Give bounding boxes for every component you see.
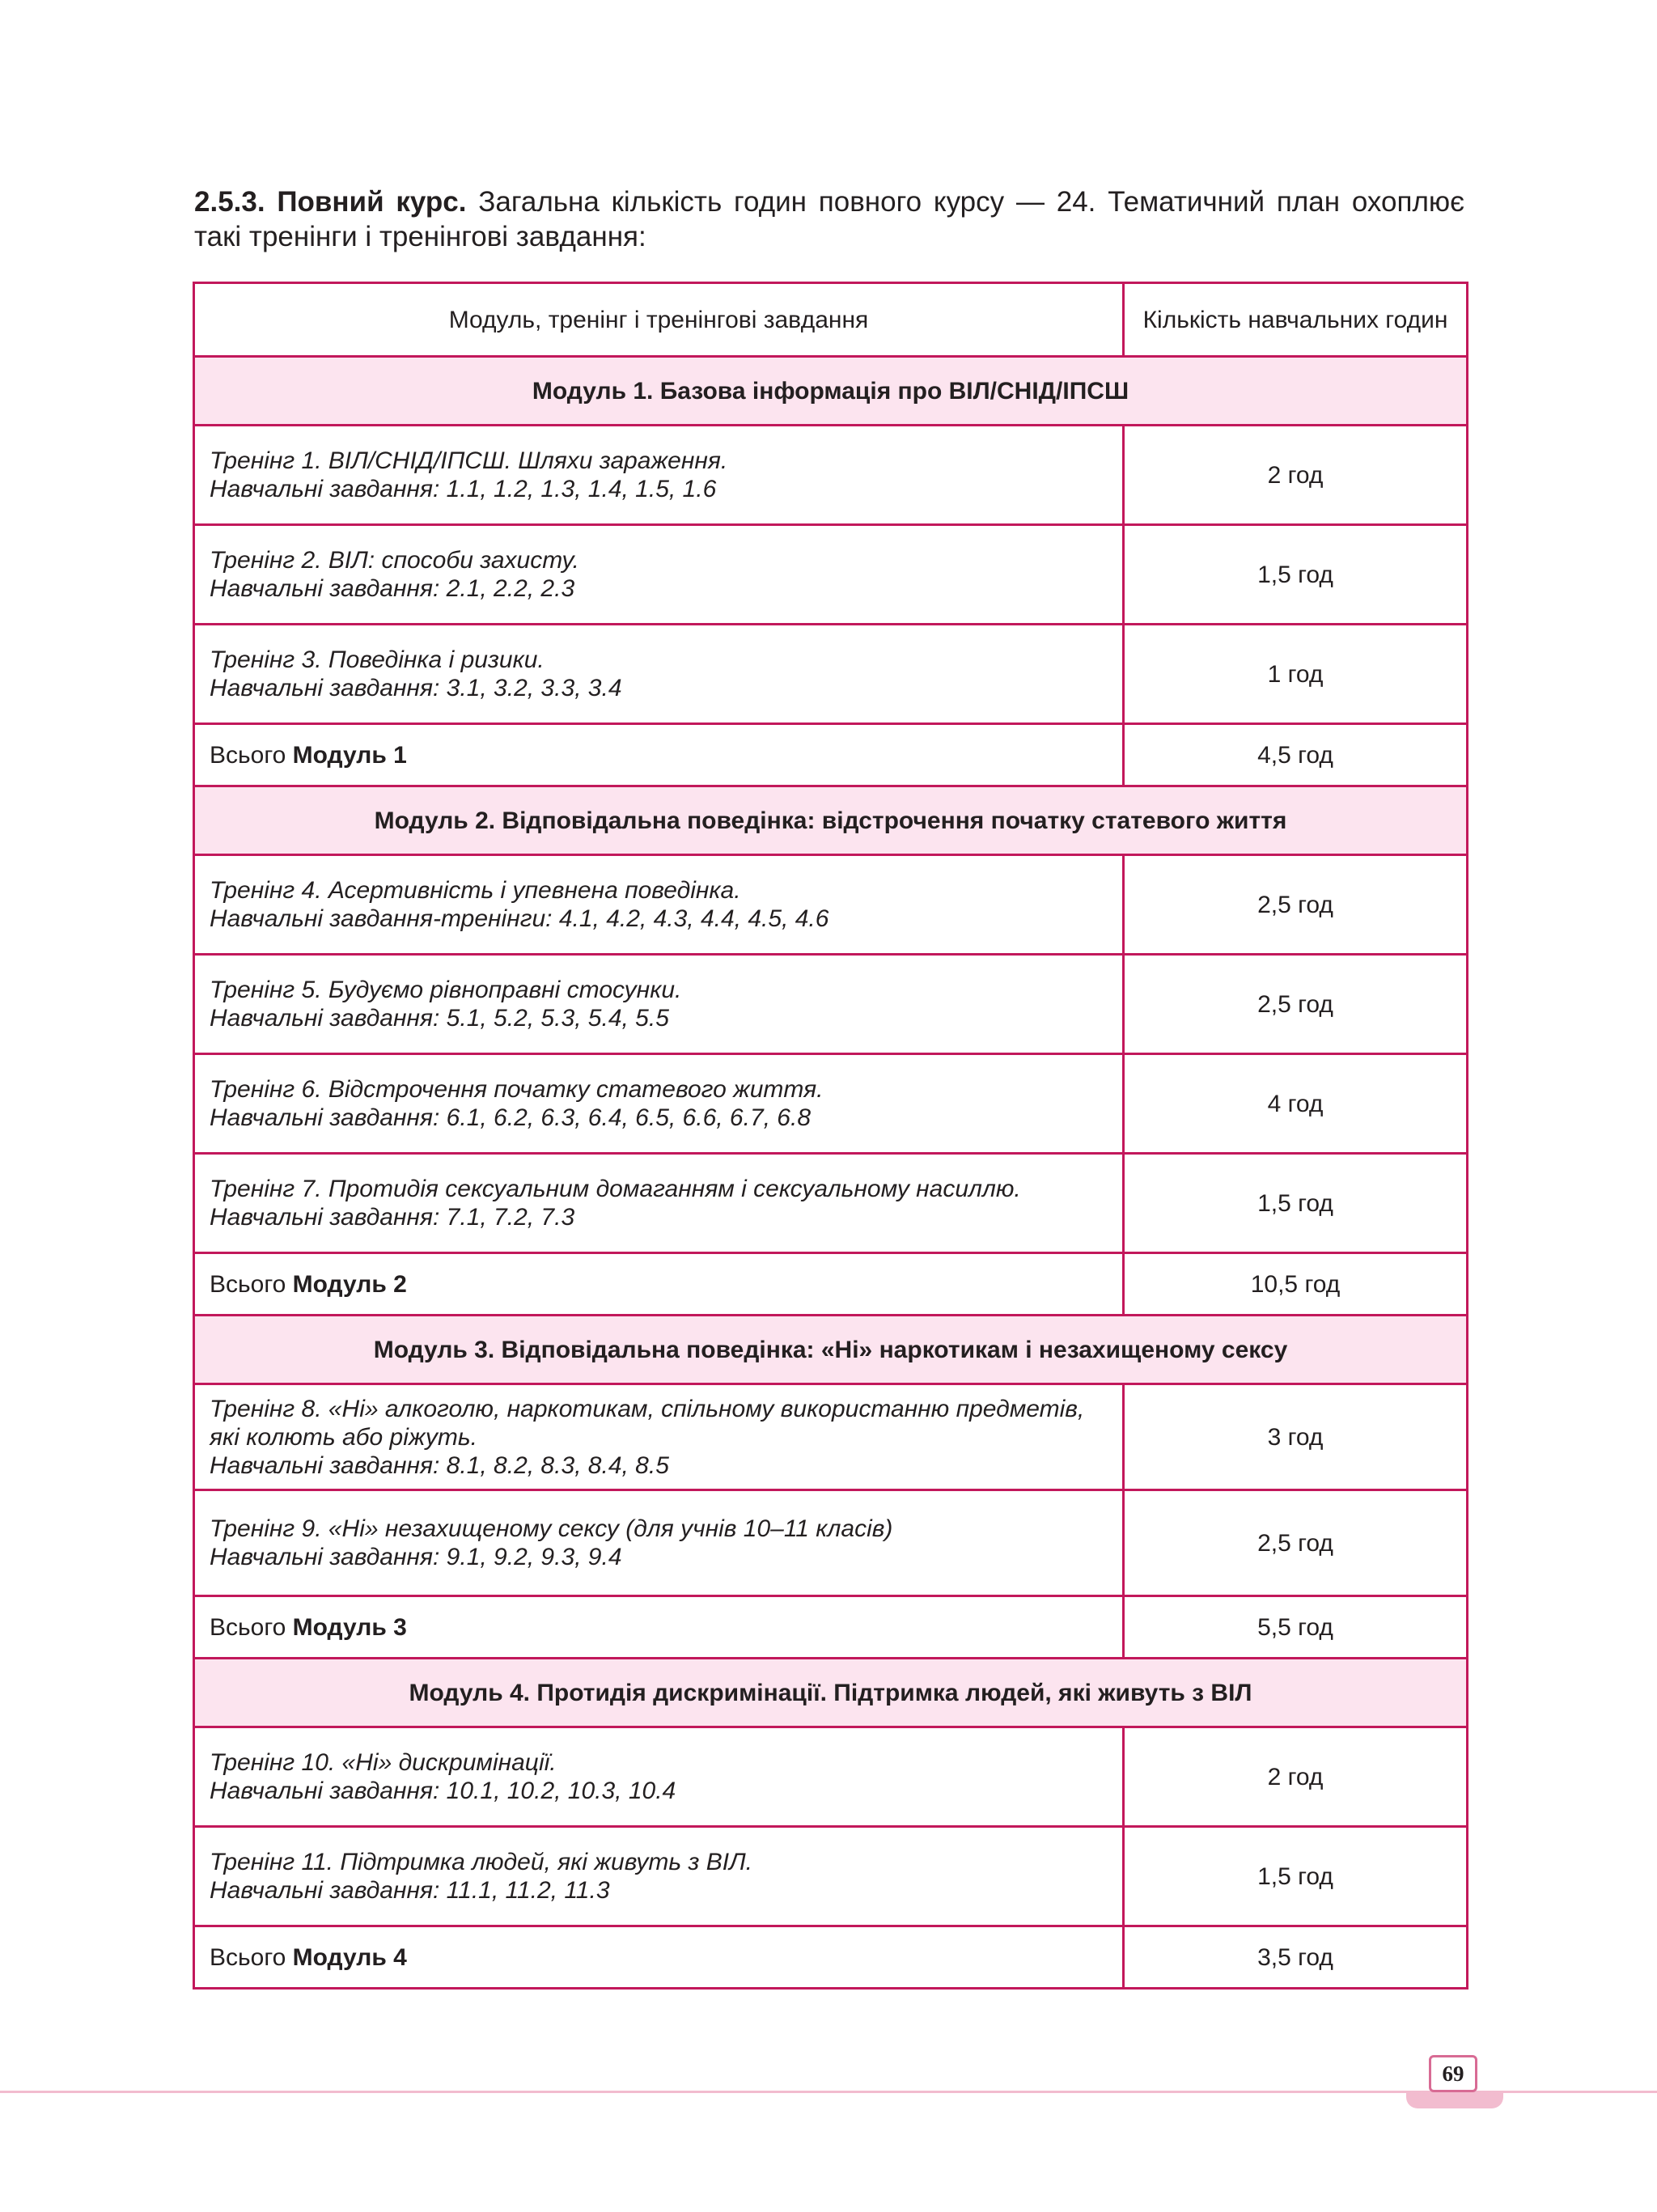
training-title: Тренінг 3. Поведінка і ризики. [210,646,545,673]
training-tasks: Навчальні завдання: 2.1, 2.2, 2.3 [210,575,575,602]
training-description [194,855,1124,955]
training-title: Тренінг 6. Відстрочення початку статевого життя. [210,1076,824,1103]
training-hours: 2,5 год [1124,855,1468,955]
table-row [194,1490,1468,1596]
training-hours: 1 год [1124,625,1468,724]
total-prefix: Всього [210,1943,286,1971]
table-row [194,625,1468,724]
training-hours: 2 год [1124,426,1468,525]
module-title: Модуль 2. Відповідальна поведінка: відстрочення початку статевого життя [194,786,1468,855]
thematic-plan-table [193,282,1468,1990]
training-tasks: Навчальні завдання: 6.1, 6.2, 6.3, 6.4, 6.5, 6.6, 6.7, 6.8 [210,1104,811,1131]
training-hours: 1,5 год [1124,1154,1468,1253]
training-tasks: Навчальні завдання: 11.1, 11.2, 11.3 [210,1877,610,1904]
page-number: 69 [1429,2055,1477,2092]
table-row [194,955,1468,1054]
module-total-row [194,1926,1468,1989]
training-description [194,525,1124,625]
table-row [194,426,1468,525]
table-row [194,1727,1468,1827]
module-total-row [194,1596,1468,1659]
header-hours-column: Кількість навчальних годин [1124,283,1468,357]
training-hours: 2,5 год [1124,955,1468,1054]
training-hours: 4 год [1124,1054,1468,1154]
table-row [194,525,1468,625]
training-tasks: Навчальні завдання: 5.1, 5.2, 5.3, 5.4, 5.5 [210,1005,669,1032]
training-description [194,1154,1124,1253]
module-total-hours: 10,5 год [1124,1253,1468,1316]
training-hours: 1,5 год [1124,525,1468,625]
total-module-name: Модуль 3 [292,1613,407,1641]
training-description [194,1827,1124,1926]
module-row [194,1316,1468,1384]
module-total-row [194,1253,1468,1316]
table-header-row [194,283,1468,357]
module-title: Модуль 1. Базова інформація про ВІЛ/СНІД/ІПСШ [194,357,1468,426]
module-total-label [194,1596,1124,1659]
training-tasks: Навчальні завдання: 8.1, 8.2, 8.3, 8.4, 8.5 [210,1451,669,1479]
table-row [194,855,1468,955]
training-tasks: Навчальні завдання: 9.1, 9.2, 9.3, 9.4 [210,1544,622,1570]
training-title: Тренінг 1. ВІЛ/СНІД/ІПСШ. Шляхи зараження. [210,447,728,474]
module-total-label [194,724,1124,786]
training-title: Тренінг 8. «Ні» алкоголю, наркотикам, спільному використанню предметів, [210,1395,1085,1422]
total-module-name: Модуль 1 [292,741,407,769]
module-title: Модуль 4. Протидія дискримінації. Підтримка людей, які живуть з ВІЛ [194,1659,1468,1727]
training-hours: 3 год [1124,1384,1468,1490]
training-title: Тренінг 11. Підтримка людей, які живуть з ВІЛ. [210,1849,752,1875]
section-heading: 2.5.3. Повний курс. [194,186,467,218]
training-description [194,1727,1124,1827]
training-description [194,1384,1124,1490]
page-number-tab [1406,2091,1503,2108]
table-row [194,1054,1468,1154]
footer-rule [0,2091,1416,2093]
module-row [194,1659,1468,1727]
training-description [194,1490,1124,1596]
module-title: Модуль 3. Відповідальна поведінка: «Ні» наркотикам і незахищеному сексу [194,1316,1468,1384]
training-title: Тренінг 2. ВІЛ: способи захисту. [210,547,579,574]
intro-text: Загальна кількість годин повного курсу — 24. Тематичний план охоплює такі тренінги і тренінгові завдання: [194,186,1464,252]
total-prefix: Всього [210,741,286,769]
training-description [194,955,1124,1054]
module-total-label [194,1253,1124,1316]
module-total-label [194,1926,1124,1989]
module-total-row [194,724,1468,786]
training-title: Тренінг 7. Протидія сексуальним домаганням і сексуальному насиллю. [210,1176,1021,1202]
training-tasks: Навчальні завдання: 10.1, 10.2, 10.3, 10.4 [210,1778,676,1804]
training-tasks: Навчальні завдання: 1.1, 1.2, 1.3, 1.4, 1.5, 1.6 [210,476,717,502]
training-hours: 2,5 год [1124,1490,1468,1596]
training-tasks: Навчальні завдання: 3.1, 3.2, 3.3, 3.4 [210,675,622,701]
training-description [194,625,1124,724]
module-total-hours: 3,5 год [1124,1926,1468,1989]
training-tasks: Навчальні завдання: 7.1, 7.2, 7.3 [210,1204,575,1231]
table-row [194,1827,1468,1926]
training-title: Тренінг 5. Будуємо рівноправні стосунки. [210,977,682,1003]
table-row [194,1384,1468,1490]
total-prefix: Всього [210,1270,286,1298]
training-hours: 1,5 год [1124,1827,1468,1926]
module-row [194,357,1468,426]
training-title: Тренінг 10. «Ні» дискримінації. [210,1749,557,1776]
training-title: Тренінг 4. Асертивність і упевнена поведінка. [210,877,741,904]
training-hours: 2 год [1124,1727,1468,1827]
module-total-hours: 5,5 год [1124,1596,1468,1659]
intro-paragraph [194,184,1464,254]
total-prefix: Всього [210,1613,286,1641]
footer-rule-right [1489,2091,1657,2093]
header-module-column: Модуль, тренінг і тренінгові завдання [194,283,1124,357]
training-tasks: Навчальні завдання-тренінги: 4.1, 4.2, 4.3, 4.4, 4.5, 4.6 [210,905,829,932]
training-title-continued: які колють або ріжуть. [210,1423,477,1451]
total-module-name: Модуль 4 [292,1943,407,1971]
training-description [194,426,1124,525]
training-title: Тренінг 9. «Ні» незахищеному сексу (для учнів 10–11 класів) [210,1515,893,1542]
table-row [194,1154,1468,1253]
total-module-name: Модуль 2 [292,1270,407,1298]
training-description [194,1054,1124,1154]
module-total-hours: 4,5 год [1124,724,1468,786]
module-row [194,786,1468,855]
